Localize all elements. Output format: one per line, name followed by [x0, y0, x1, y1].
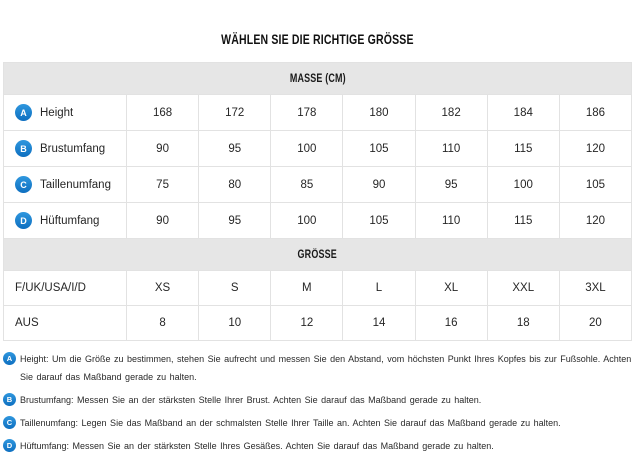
- table-cell: 95: [199, 131, 270, 166]
- row-label-text: Hüftumfang: [40, 214, 100, 227]
- footnote-text: Hüftumfang: Messen Sie an der stärksten Stelle Ihres Gesäßes. Achten Sie darauf das Maßband gerade zu halten.: [20, 441, 494, 451]
- table-cell: 100: [271, 203, 342, 238]
- table-cell: 85: [271, 167, 342, 202]
- row-label-text: Taillenumfang: [40, 178, 111, 191]
- sizes-header-label: GRÖSSE: [297, 248, 338, 261]
- page-title-wrap: [0, 0, 635, 47]
- table-cell: 105: [560, 167, 631, 202]
- measure-d-badge: D: [15, 212, 32, 229]
- table-cell: 10: [199, 306, 270, 340]
- footnote-c-badge: C: [3, 416, 16, 429]
- table-cell: 182: [416, 95, 487, 130]
- table-cell: 105: [343, 131, 414, 166]
- table-cell: XS: [127, 271, 198, 305]
- table-cell: 110: [416, 203, 487, 238]
- page-title: WÄHLEN SIE DIE RICHTIGE GRÖSSE: [221, 32, 414, 47]
- table-cell: 90: [127, 131, 198, 166]
- table-cell: 95: [416, 167, 487, 202]
- table-cell: 16: [416, 306, 487, 340]
- row-label-height: [4, 95, 126, 130]
- table-cell: 14: [343, 306, 414, 340]
- table-cell: 75: [127, 167, 198, 202]
- size-chart-table: [3, 62, 632, 341]
- table-cell: 172: [199, 95, 270, 130]
- table-cell: 120: [560, 131, 631, 166]
- table-cell: 180: [343, 95, 414, 130]
- measure-a-badge: A: [15, 104, 32, 121]
- footnote-taillenumfang: [3, 414, 633, 432]
- row-label-hueftumfang: [4, 203, 126, 238]
- table-cell: 184: [488, 95, 559, 130]
- table-cell: 8: [127, 306, 198, 340]
- footnotes: [3, 350, 633, 455]
- table-cell: 100: [271, 131, 342, 166]
- table-cell: 115: [488, 203, 559, 238]
- row-label-brustumfang: [4, 131, 126, 166]
- row-label-text: Brustumfang: [40, 142, 106, 155]
- table-cell: 90: [343, 167, 414, 202]
- measure-b-badge: B: [15, 140, 32, 157]
- footnote-height: [3, 350, 633, 386]
- footnote-b-badge: B: [3, 393, 16, 406]
- table-cell: 115: [488, 131, 559, 166]
- table-cell: XXL: [488, 271, 559, 305]
- table-cell: XL: [416, 271, 487, 305]
- row-label-size-codes: F/UK/USA/I/D: [4, 271, 126, 305]
- footnote-d-badge: D: [3, 439, 16, 452]
- row-label-aus: AUS: [4, 306, 126, 340]
- measurements-header-label: MASSE (CM): [289, 72, 346, 85]
- row-label-taillenumfang: [4, 167, 126, 202]
- measurements-header: [4, 63, 631, 94]
- table-cell: 110: [416, 131, 487, 166]
- table-cell: 120: [560, 203, 631, 238]
- table-cell: 80: [199, 167, 270, 202]
- footnote-a-badge: A: [3, 352, 16, 365]
- footnote-hueftumfang: [3, 437, 633, 455]
- footnote-text: Brustumfang: Messen Sie an der stärksten Stelle Ihrer Brust. Achten Sie darauf das Maßband gerade zu halten.: [20, 395, 482, 405]
- table-cell: M: [271, 271, 342, 305]
- table-cell: L: [343, 271, 414, 305]
- sizes-header: [4, 239, 631, 270]
- table-cell: 178: [271, 95, 342, 130]
- table-cell: 18: [488, 306, 559, 340]
- table-cell: 105: [343, 203, 414, 238]
- footnote-text: Height: Um die Größe zu bestimmen, stehen Sie aufrecht und messen Sie den Abstand, vom höchsten Punkt Ihres Kopfes bis zur Fußsohle. Achten Sie darauf das Maßband gerade zu halten.: [20, 354, 632, 382]
- table-cell: S: [199, 271, 270, 305]
- row-label-text: Height: [40, 106, 74, 119]
- table-cell: 100: [488, 167, 559, 202]
- table-cell: 168: [127, 95, 198, 130]
- table-cell: 20: [560, 306, 631, 340]
- measure-c-badge: C: [15, 176, 32, 193]
- footnote-brustumfang: [3, 391, 633, 409]
- table-cell: 12: [271, 306, 342, 340]
- table-cell: 95: [199, 203, 270, 238]
- footnote-text: Taillenumfang: Legen Sie das Maßband an der schmalsten Stelle Ihrer Taille an. Achten Sie darauf das Maßband gerade zu halten.: [20, 418, 561, 428]
- table-cell: 3XL: [560, 271, 631, 305]
- table-cell: 186: [560, 95, 631, 130]
- table-cell: 90: [127, 203, 198, 238]
